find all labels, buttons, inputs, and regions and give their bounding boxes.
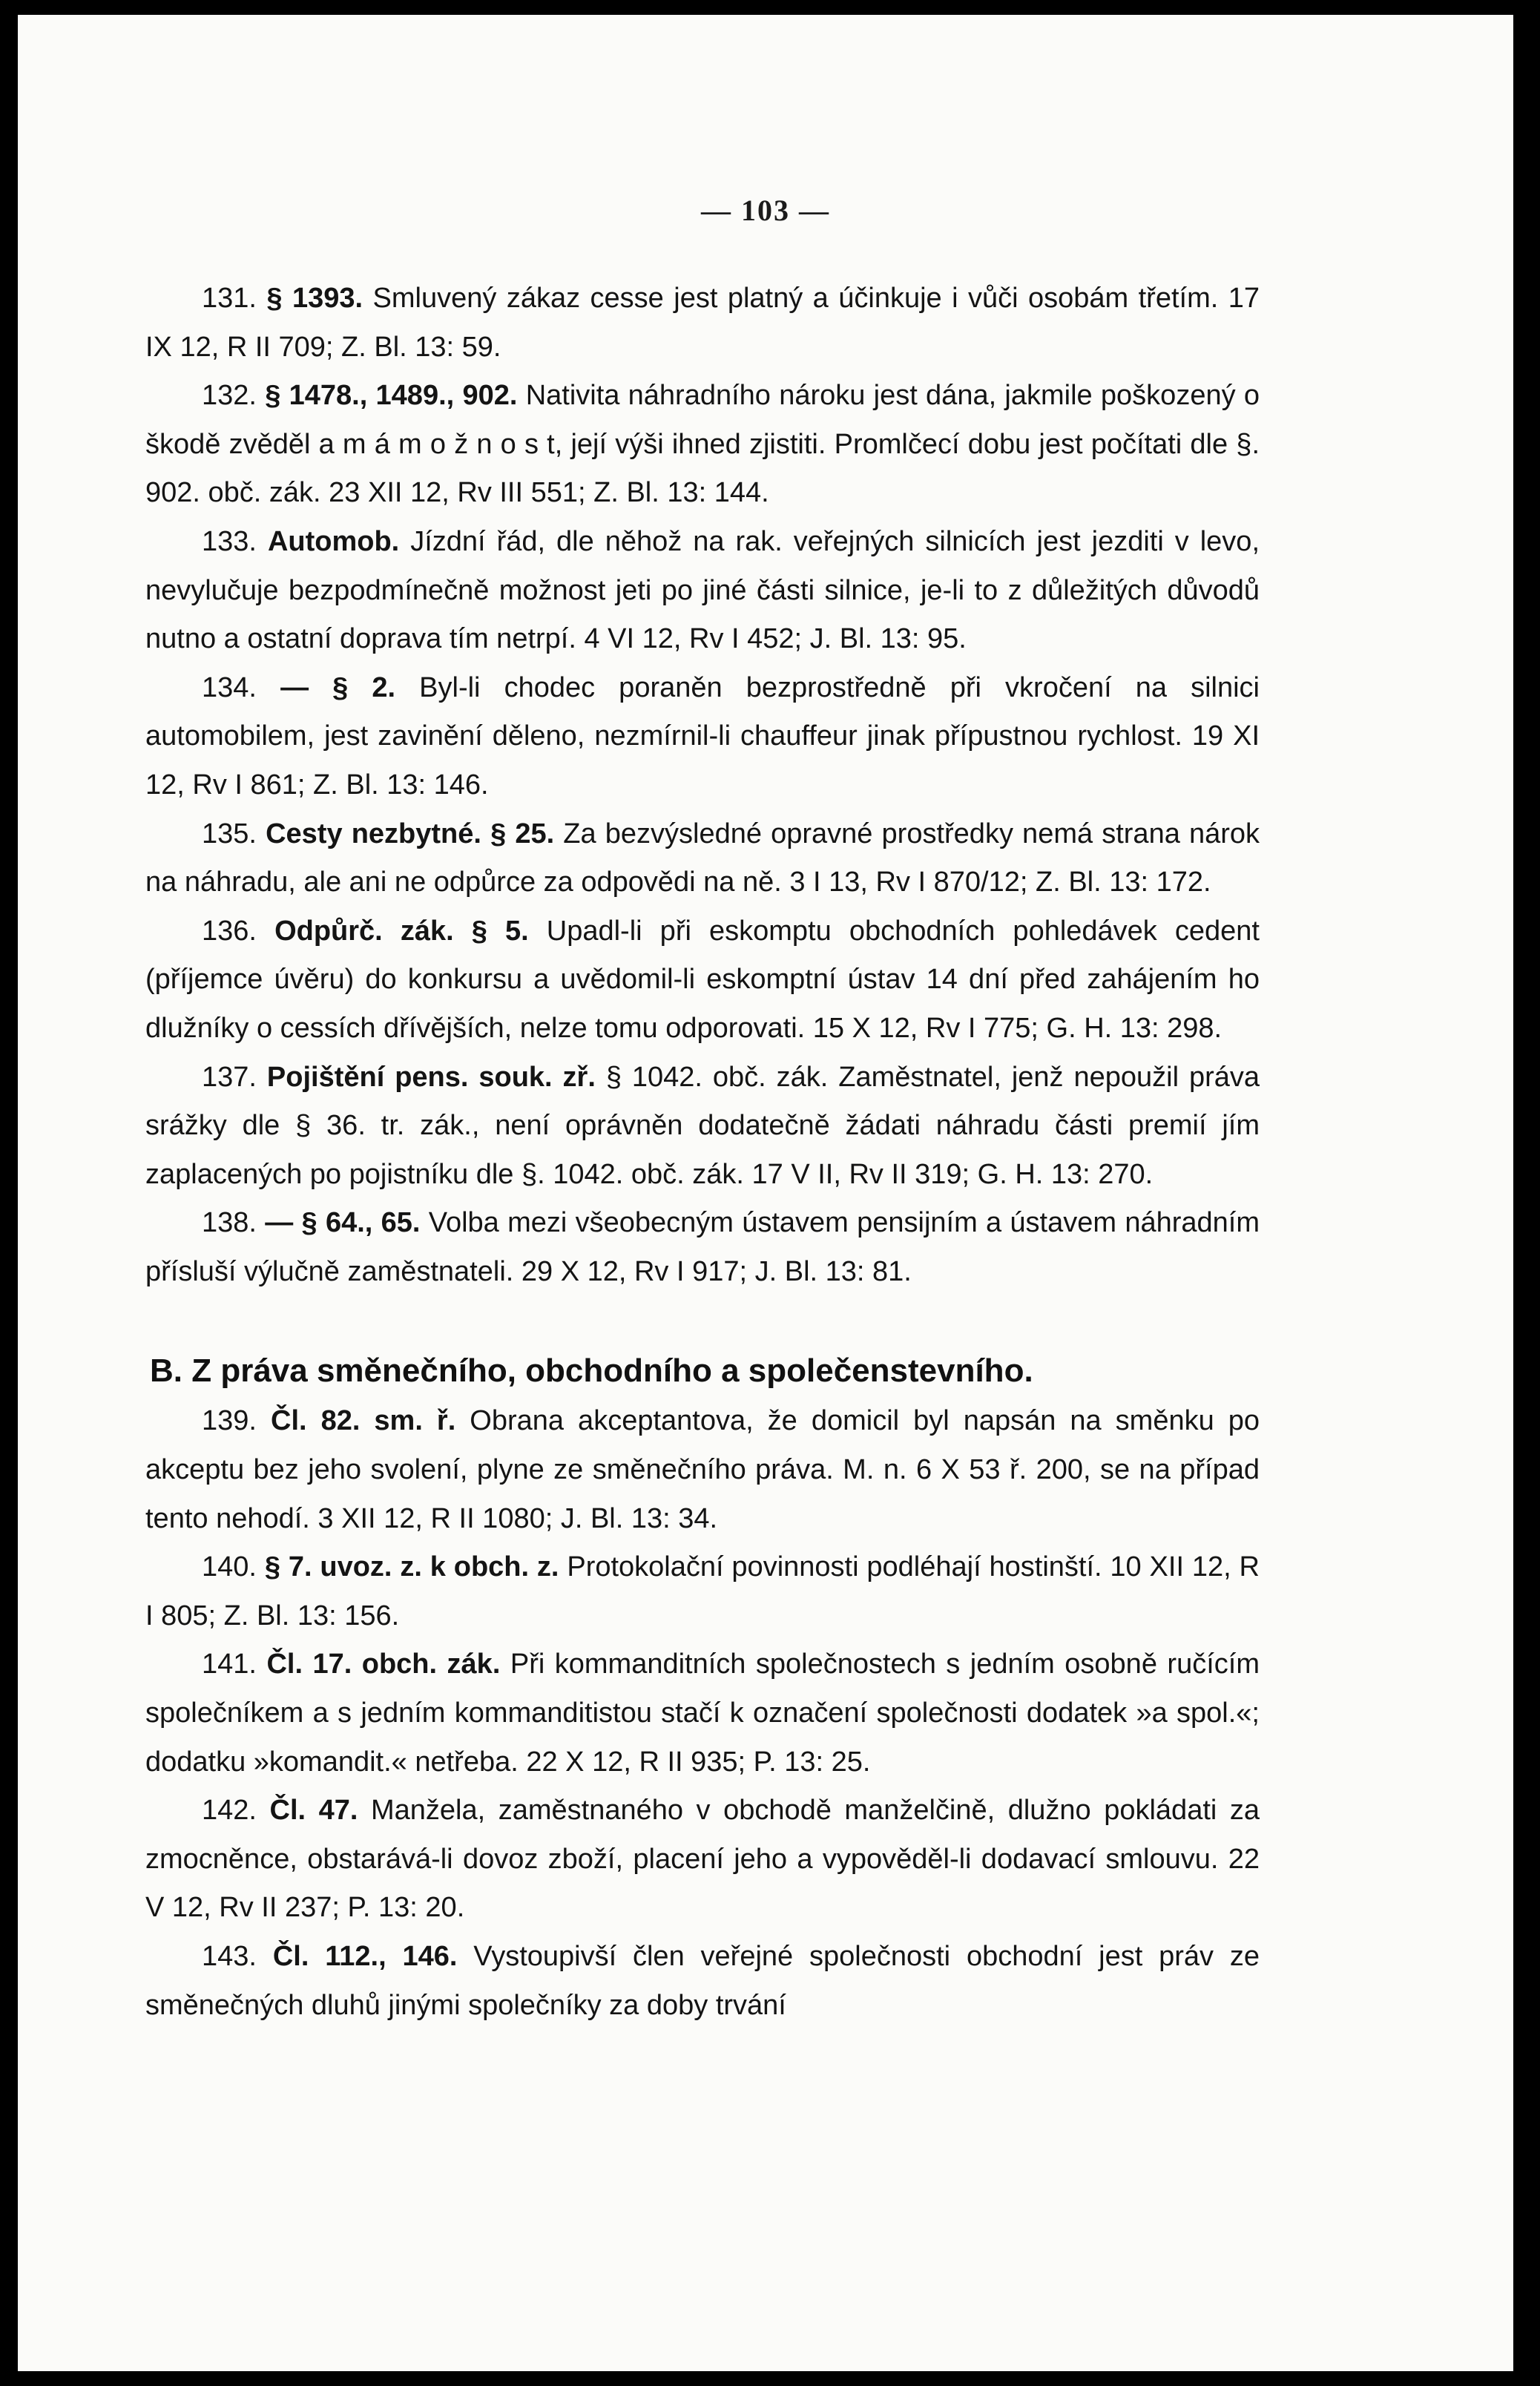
entry-number: 143. xyxy=(202,1941,257,1972)
entry-number: 141. xyxy=(202,1649,257,1680)
entry-137 xyxy=(145,1054,1260,1200)
entry-143 xyxy=(145,1933,1260,2030)
entry-number: 138. xyxy=(202,1207,257,1239)
entry-number: 142. xyxy=(202,1795,257,1827)
entry-139 xyxy=(145,1397,1260,1543)
entry-title: Pojištění pens. souk. zř. xyxy=(266,1061,596,1093)
entry-title: Čl. 82. sm. ř. xyxy=(271,1405,456,1437)
entry-text: Volba mezi všeobecným ústavem pensijním a ústavem náhradním přísluší výlučně zaměstnateli. 29 X 12, Rv I 917; J. Bl. 13: 81. xyxy=(145,1207,1260,1287)
page-body xyxy=(145,275,1260,2030)
entry-number: 132. xyxy=(202,380,257,412)
entry-text: Manžela, zaměstnaného v obchodě manželčině, dlužno pokládati za zmocněnce, obstarává-li dovoz zboží, placení jeho a vypověděl-li dodavací smlouvu. 22 V 12, Rv II 237; P. 13: 20. xyxy=(145,1795,1260,1924)
entry-title: Čl. 47. xyxy=(269,1795,358,1827)
entry-title: Cesty nezbytné. § 25. xyxy=(266,818,555,849)
entry-number: 140. xyxy=(202,1551,257,1583)
entry-text: Protokolační povinnosti podléhají hostinští. 10 XII 12, R I 805; Z. Bl. 13: 156. xyxy=(145,1551,1260,1631)
entry-title: § 1478., 1489., 902. xyxy=(265,380,518,412)
book-page xyxy=(18,15,1513,2371)
entry-number: 137. xyxy=(202,1061,257,1093)
entry-133 xyxy=(145,518,1260,664)
entry-138 xyxy=(145,1199,1260,1296)
entry-number: 133. xyxy=(202,525,257,557)
entry-title: § 1393. xyxy=(266,283,363,314)
entry-134 xyxy=(145,664,1260,810)
entry-141 xyxy=(145,1640,1260,1787)
entry-142 xyxy=(145,1787,1260,1933)
entry-text: Smluvený zákaz cesse jest platný a účinkuje i vůči osobám třetím. 17 IX 12, R II 709; Z. Bl. 13: 59. xyxy=(145,283,1260,363)
entry-140 xyxy=(145,1543,1260,1640)
section-heading: B. Z práva směnečního, obchodního a společenstevního. xyxy=(150,1353,1033,1390)
entry-text: Při kommanditních společnostech s jedním osobně ručícím společníkem a s jedním kommanditistou stačí k označení společnosti dodatek »a spol.«; dodatku »komandit.« netřeba. 22 X 12, R II 935; P. 13: 25. xyxy=(145,1649,1260,1778)
entry-text: Nativita náhradního nároku jest dána, jakmile poškozený o škodě zvěděl a m á m o ž n o s t, její výši ihned zjistiti. Promlčecí dobu jest počítati dle §. 902. obč. zák. 23 XII 12, Rv III 551; Z. Bl. 13: 144. xyxy=(145,380,1260,509)
entry-131 xyxy=(145,275,1260,372)
entry-number: 135. xyxy=(202,818,257,849)
entry-text: Jízdní řád, dle něhož na rak. veřejných silnicích jest jezditi v levo, nevylučuje bezpodmínečně možnost jeti po jiné části silnice, je-li to z důležitých důvodů nutno a ostatní doprava tím netrpí. 4 VI 12, Rv I 452; J. Bl. 13: 95. xyxy=(145,525,1260,655)
entry-text: Za bezvýsledné opravné prostředky nemá strana nárok na náhradu, ale ani ne odpůrce za odpovědi na ně. 3 I 13, Rv I 870/12; Z. Bl. 13: 172. xyxy=(145,818,1260,898)
entry-title: Automob. xyxy=(267,525,400,557)
entry-title: Čl. 112., 146. xyxy=(272,1941,458,1972)
entry-number: 136. xyxy=(202,915,257,947)
entry-title: Odpůrč. zák. § 5. xyxy=(274,915,529,947)
entry-135 xyxy=(145,810,1260,907)
entry-text: Upadl-li při eskomptu obchodních pohledávek cedent (příjemce úvěru) do konkursu a uvědomil-li eskomptní ústav 14 dní před zahájením ho dlužníky o cessích dřívějších, nelze tomu odporovati. 15 X 12, Rv I 775; G. H. 13: 298. xyxy=(145,915,1260,1044)
entry-text: § 1042. obč. zák. Zaměstnatel, jenž nepoužil práva srážky dle § 36. tr. zák., není oprávněn dodatečně žádati náhradu části premií jím zaplacených po pojistníku dle §. 1042. obč. zák. 17 V II, Rv II 319; G. H. 13: 270. xyxy=(145,1061,1260,1190)
entry-text: Obrana akceptantova, že domicil byl napsán na směnku po akceptu bez jeho svolení, plyne ze směnečního práva. M. n. 6 X 53 ř. 200, se na případ tento nehodí. 3 XII 12, R II 1080; J. Bl. 13: 34. xyxy=(145,1405,1260,1534)
page-number: — 103 — xyxy=(701,194,830,227)
entry-number: 139. xyxy=(202,1405,257,1437)
entry-132 xyxy=(145,372,1260,518)
entry-number: 134. xyxy=(202,671,257,703)
entry-title: Čl. 17. obch. zák. xyxy=(266,1649,501,1680)
entry-title: § 7. uvoz. z. k obch. z. xyxy=(264,1551,559,1583)
entry-text: Vystoupivší člen veřejné společnosti obchodní jest práv ze směnečných dluhů jinými společníky za doby trvání xyxy=(145,1941,1260,2021)
entry-title: — § 64., 65. xyxy=(265,1207,421,1239)
entry-text: Byl-li chodec poraněn bezprostředně při vkročení na silnici automobilem, jest zavinění děleno, nezmírnil-li chauffeur jinak přípustnou rychlost. 19 XI 12, Rv I 861; Z. Bl. 13: 146. xyxy=(145,671,1260,801)
entry-title: — § 2. xyxy=(280,671,396,703)
entry-number: 131. xyxy=(202,283,257,314)
entry-136 xyxy=(145,907,1260,1054)
